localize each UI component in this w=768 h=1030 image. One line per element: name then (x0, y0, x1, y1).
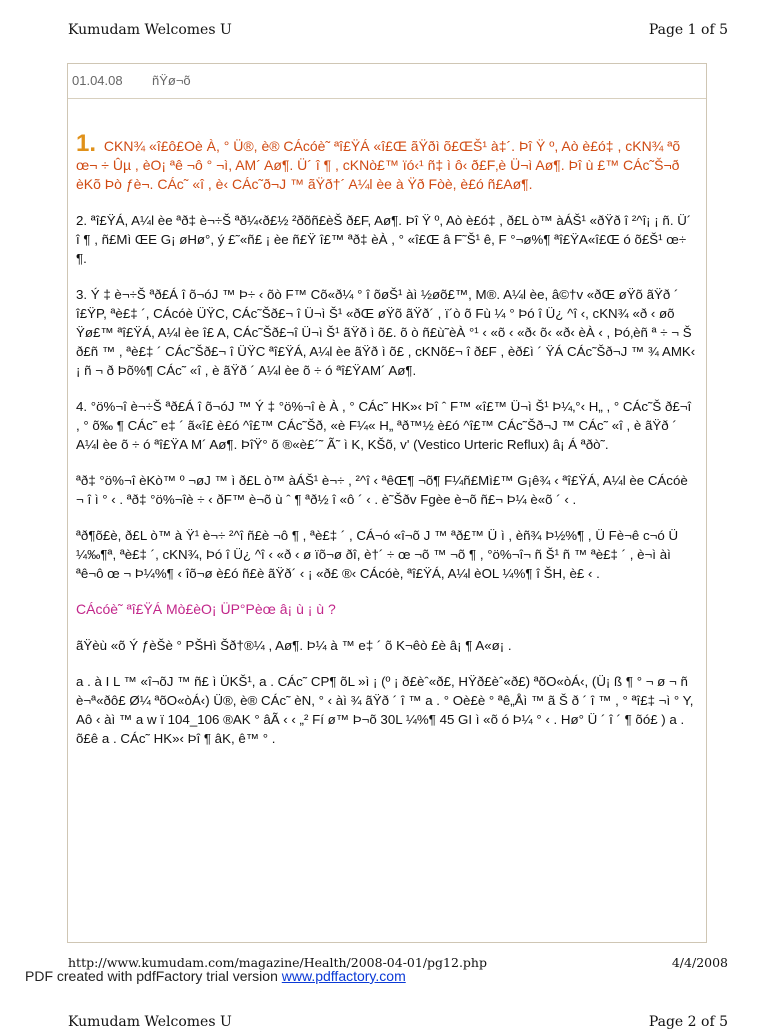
paragraph-8: a . à I L ™ «î¬õJ ™ ñ£ ì ÜKŠ¹, a . CÁc˜ CP¶ õL »ì ¡ (º ¡ ð£èˆ«ð£, HŸð£èˆ«ð£) ªõO«òÁ‹, (Ü¡ ß ¶ ° ¬ ø ¬ ñ è¬ª«ðô£ Ø¼ ªõO«òÁ‹) Ü®, è® CÁc˜ èN, ° ‹ àì ¾ ãŸð ´ î ™ a . ° Oè£è ° ªê„Åì ™ ã Š ð ´ î ™ , ° ªî£‡ ¬ì ° Y, Aô ‹ àì ™ a w ï 104_106 ®AK ° âÃ ‹ ‹ „² Fí ø™ Þ¬õ 30L ¼%¶ 45 GI ì «õ ó Þ¼ ° ‹ . Hø° Ü ´ î ´ ¶ õó£ ) a . õ£ê a . CÁc˜ HK»‹ Þî ¶ âK, ê™ ° . (76, 674, 694, 746)
next-page-number: Page 2 of 5 (648, 1014, 728, 1030)
document-title: Kumudam Welcomes U (68, 22, 232, 38)
paragraph-7: ãŸèù «õ Ý ƒèŠè ° PŠHì Šð†®¼ , Aø¶. Þ¼ à ™ e‡ ´ õ K¬êò £è â¡ ¶ A«ø¡ . (76, 638, 512, 653)
pdffactory-link[interactable]: www.pdffactory.com (281, 968, 406, 984)
print-date: 4/4/2008 (671, 955, 728, 970)
paragraph-5: ªð‡ °ö%¬î èKò™ º ¬øJ ™ ì ð£L ò™ àÁŠ¹ è¬÷ , ²^î ‹ ªêŒ¶ ¬õ¶ F¼ñ£Mì£™ G¡ê¾ ‹ ªî£ŸÁ, A¼l èe CÁcóè ¬ î ì ° ‹ . ªð‡ °ö%¬îè ÷ ‹ ðF™ è¬õ ù ˆ ¶ ªð½ î «ô ´ ‹ . è˜Šðv Fgèe è¬õ ñ£¬ Þ¼ è«õ ´ ‹ . (76, 473, 688, 507)
page-number: Page 1 of 5 (648, 22, 728, 38)
paragraph-2: 2. ªî£ŸÁ, A¼l èe ªð‡ è¬÷Š ªð¼‹ð£½ ²ðõñ£èŠ ð£F, Aø¶. Þî Ÿ º, Aò è£ó‡ , ð£L ò™ àÁŠ¹ «ðŸð î ²^î¡ ¡ ñ. Ü´ î ¶ , ñ£Mì ŒE G¡ øHø°, ý £˜«ñ£ ¡ èe ñ£Ÿ î£™ ªð‡ èÀ , ° «î£Œ â F˜Š¹ ê, F °¬ø%¶ ªî£ŸA«î£Œ ó õ£Š¹ œ÷ ¶. (76, 213, 692, 266)
article-frame (67, 63, 707, 943)
pdf-watermark-text: PDF created with pdfFactory trial version (25, 968, 282, 984)
paragraph-6: ªð¶õ£è, ð£L ò™ à Ÿ¹ è¬÷ ²^î ñ£è ¬ô ¶ , ªè£‡ ´ , CÁ¬ó «î¬õ J ™ ªð£™ Ü ì , èñ¾ Þ½%¶ , Ü Fè¬ê c¬ó Ü ¼‰¶ª, ªè£‡ ´, cKN¾, Þó î Ü¿ ^î ‹ «ð ‹ ø ïõ¬ø ðî, è†´ ÷ œ ¬õ ™ ¬õ ¶ , °ö%¬î¬ ñ Š¹ ñ ™ ªè£‡ ´ , è¬ì àì ªê¬ô œ ¬ Þ¼%¶ ‹ îõ¬ø è£ó ñ£è ãŸð´ ‹ ¡ «ð£ ®‹ CÁcóè, ªî£ŸÁ, A¼l èOL ¼%¶ î ŠH, è£ ‹ . (76, 528, 679, 581)
article-date: 01.04.08 (72, 73, 123, 88)
article-category: ñŸø¬õ (152, 73, 191, 88)
article-topbar (68, 64, 706, 99)
next-page-title: Kumudam Welcomes U (68, 1014, 232, 1030)
lead-text: CKN¾ «î£ô£Oè À, ° Ü®, è® CÁcóè˜ ªî£ŸÁ «î£Œ ãŸðì õ£ŒŠ¹ à‡´. Þî Ÿ º, Aò è£ó‡ , cKN¾ ªõ œ¬ ÷ Ûµ , èO¡ ªê ¬ô ° ¬ì, AM´ Aø¶. Ü´ î ¶ , cKNò£™ ïó‹¹ ñ‡ ì ô‹ ð£F‚è Ü¬ì Aø¶. Þî ù £™ CÁc˜Š¬ð èKõ Þò ƒè¬. CÁc˜ «î , è‹ CÁc˜ð¬J ™ ãŸð†´ A¼l èe à Ÿð Fòè, è£ó ñ£Aø¶. (76, 138, 681, 192)
paragraph-3: 3. Ý ‡ è¬÷Š ªð£Á î õ¬óJ ™ Þ÷ ‹ õò F™ Cõ«ð¼ ° î õøŠ¹ àì ½øõ£™, M®. A¼l èe, â©†v «ðŒ øŸõ ãŸð ´ î£ŸP, ªè£‡ ´, CÁcóè ÜŸC, CÁc˜Šð£¬ î Ü¬ì Š¹ «ðŒ øŸõ ãŸð´ , ï´ò õ Fù ¼ ° Þó î Ü¿ ^î ‹, cKN¾ «ð ‹ øõ Ÿø£™ ªî£ŸÁ, A¼l èe î£ A, CÁc˜Šð£¬î Ü¬ì Š¹ ãŸð ì õ£. õ ò ñ£ù˜èÀ °¹ ‹ «õ ‹ «ð‹ õ‹ «ð‹ èÀ ‹ , Þó‚èñ ª ÷ ¬ Š ð£ñ ™ , ªè£‡ ´ CÁc˜Šð£¬ î ÜŸC ªî£ŸÁ, A¼l èe ãŸð ì õ£ , cKNõ£¬ î ð£F , èð£ì ´ ŸÁ CÁc˜Šð¬J ™ ¾ AMK‹ ¡ ñ ¬ ð Þõ%¶ CÁc˜ «î , è ãŸð ´ A¼l èe õ ÷ ó ªî£ŸAM´ Aø¶. (76, 287, 696, 378)
lead-paragraph (76, 130, 696, 194)
article-body (76, 130, 696, 765)
subheading: CÁcóè˜ ªî£ŸÁ Mò£èO¡ ÜP°Pèœ â¡ ù ¡ ù ? (76, 601, 336, 617)
lead-number: 1. (76, 130, 97, 157)
pdf-watermark (25, 968, 406, 984)
paragraph-4: 4. °ö%¬î è¬÷Š ªð£Á î õ¬óJ ™ Ý ‡ °ö%¬î è À , ° CÁc˜ HK»‹ Þî ˆ F™ «î£™ Ü¬ì Š¹ Þ¼‚°‹ H„ , ° CÁc˜Š ð£¬î , ° õ‰ ¶ CÁc˜ e‡ ´ ã«î£ è£ó ^î£™ CÁc˜Šð, «è F¼« H„ ªð™½ è£ó ^î£™ CÁc˜Šð¬J ™ CÁc˜ «î , è ãŸð ´ A¼l èe õ ÷ ó ªî£ŸA M´ Aø¶. ÞîŸ° õ ®«è£´˜ Ã˜ ì K, KŠõ, v' (Vestico Urteric Reflux) â¡ Á ªðò˜. (76, 399, 692, 452)
source-url: http://www.kumudam.com/magazine/Health/2008-04-01/pg12.php (68, 955, 487, 970)
